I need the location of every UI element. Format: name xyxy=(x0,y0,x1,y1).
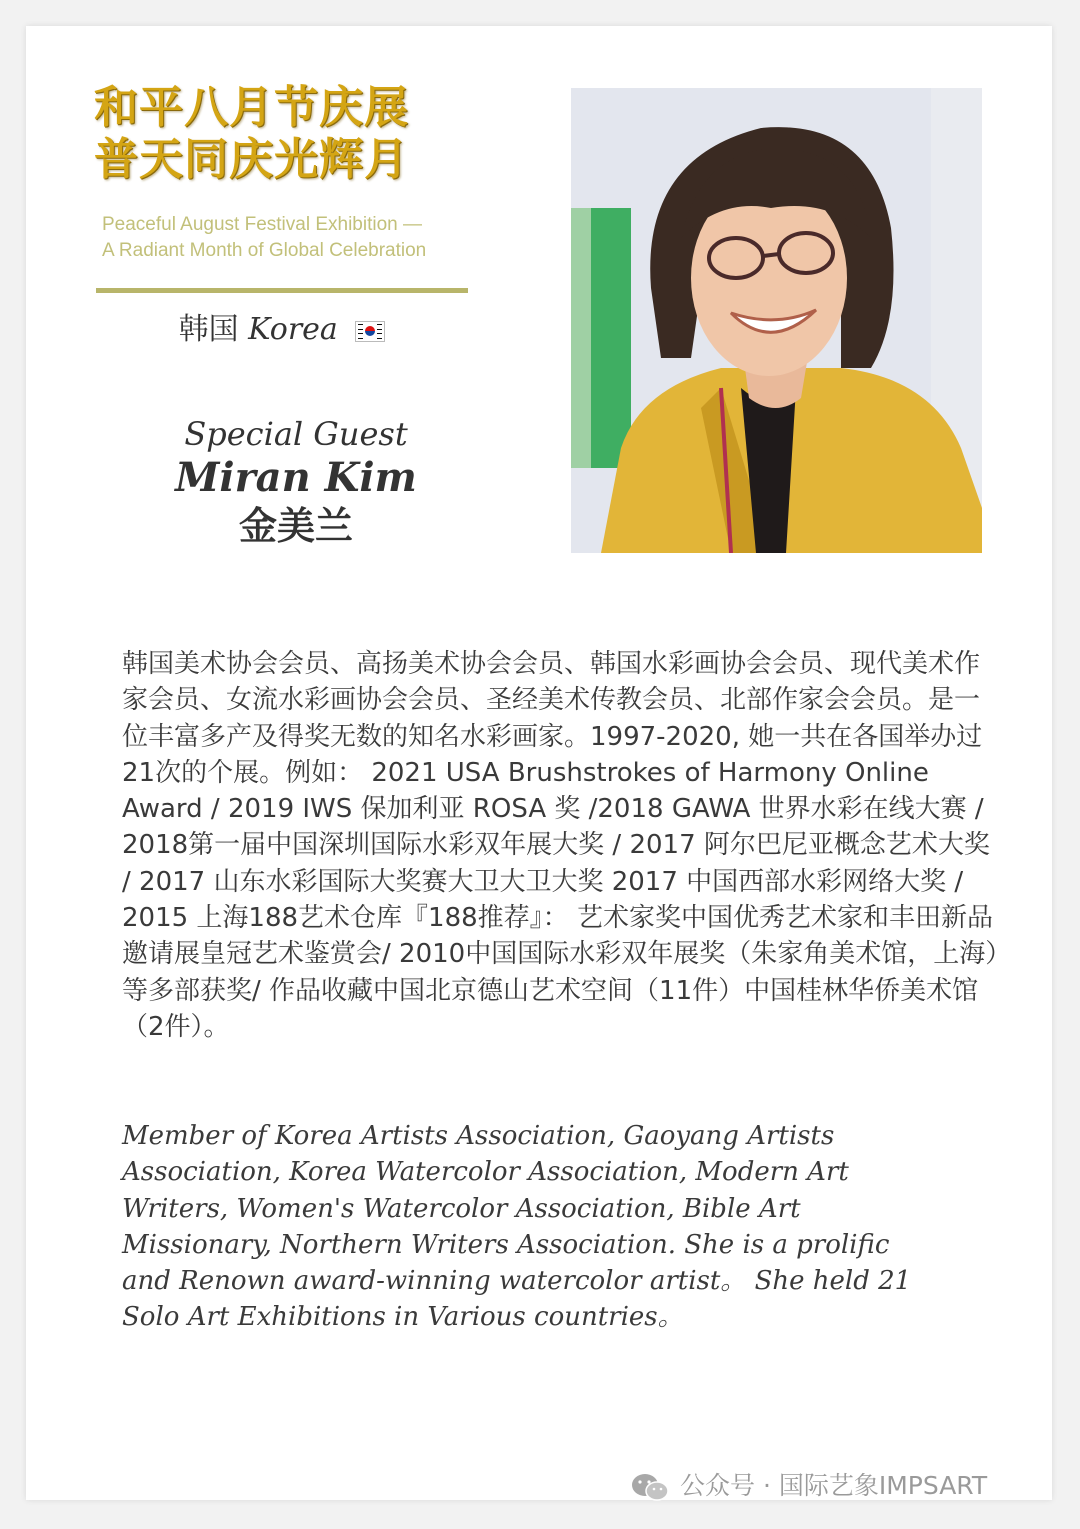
title-chinese xyxy=(94,82,474,186)
footer-credit xyxy=(630,1466,987,1502)
title-en-line1: Peaceful August Festival Exhibition — xyxy=(102,214,423,235)
guest-block xyxy=(156,414,436,550)
guest-name-cn: 金美兰 xyxy=(238,504,353,548)
title-cn-line1: 和平八月节庆展 xyxy=(94,82,409,133)
bio-english: Member of Korea Artists Association, Gaoyang Artists Association, Korea Watercolor Association, Modern Art Writers, Women's Watercolor Association, Bible Art Missionary, Northern Writers Association. She is a prolific and Renown award-winning watercolor artist。 She held 21 Solo Art Exhibitions in Various countries。 xyxy=(122,1121,912,1333)
poster-card xyxy=(26,26,1052,1500)
title-en-line2: A Radiant Month of Global Celebration xyxy=(102,240,427,261)
country-en: Korea xyxy=(248,312,338,347)
footer-label: 公众号 · 国际艺象IMPSART xyxy=(680,1471,988,1500)
korea-flag-icon xyxy=(355,321,385,342)
guest-portrait-photo xyxy=(571,88,982,553)
gold-divider xyxy=(96,288,468,293)
guest-role: Special Guest xyxy=(184,415,408,453)
bio-chinese: 韩国美术协会会员、高扬美术协会会员、韩国水彩画协会会员、现代美术作家会员、女流水彩画协会会员、圣经美术传教会员、北部作家会会员。是一位丰富多产及得奖无数的知名水彩画家。1997-2020, 她一共在各国举办过21次的个展。例如： 2021 USA Brushstrokes of Harmony Online Award / 2019 IWS 保加利亚 ROSA 奖 /2018 GAWA 世界水彩在线大赛 / 2018第一届中国深圳国际水彩双年展大奖 / 2017 阿尔巴尼亚概念艺术大奖 / 2017 山东水彩国际大奖赛大卫大卫大奖 2017 中国西部水彩网络大奖 / 2015 上海188艺术仓库『188推荐』： 艺术家奖中国优秀艺术家和丰田新品邀请展皇冠艺术鉴赏会/ 2010中国国际水彩双年展奖（朱家角美术馆，上海）等多部获奖/ 作品收藏中国北京德山艺术空间（11件）中国桂林华侨美术馆（2件）。 xyxy=(122,649,999,1042)
title-cn-line2: 普天同庆光辉月 xyxy=(94,134,409,185)
title-english xyxy=(102,212,482,264)
guest-name-en: Miran Kim xyxy=(175,454,417,501)
country-cn: 韩国 xyxy=(178,312,239,347)
wechat-icon xyxy=(630,1472,670,1502)
country-label xyxy=(96,304,468,348)
